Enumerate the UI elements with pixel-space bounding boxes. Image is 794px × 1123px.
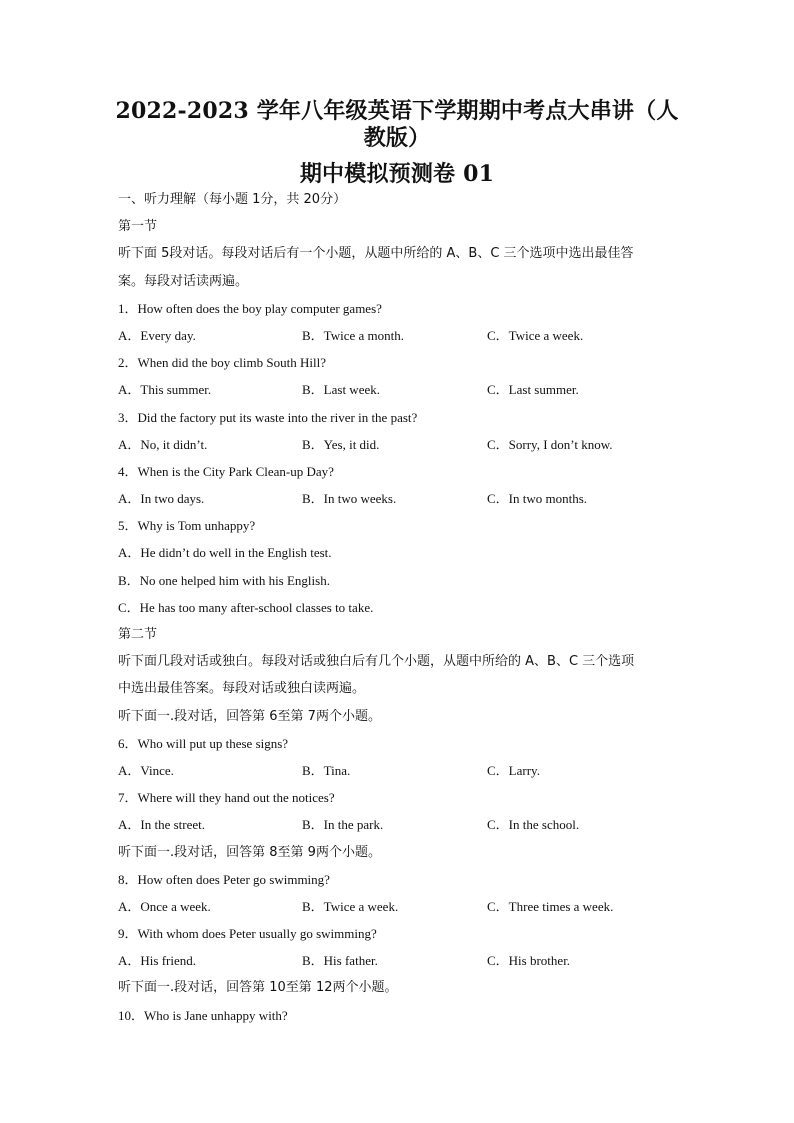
question-6: 6．Who will put up these signs? [118, 735, 289, 751]
option-c: C．In two months. [487, 491, 588, 507]
question-6-options [118, 757, 678, 784]
question-9-options [118, 947, 678, 974]
part1-instructions-line1: 听下面 5段对话。每段对话后有一个小题，从题中所给的 A、B、C 三个选项中选出最佳答 [118, 246, 634, 262]
option-b: B．Twice a month. [302, 327, 404, 343]
option-a: A．In the street. [118, 817, 206, 833]
question-3-options [118, 431, 678, 458]
question-7: 7．Where will they hand out the notices? [118, 790, 335, 806]
question-5: 5．Why is Tom unhappy? [118, 518, 256, 534]
option-a: A．Vince. [118, 762, 174, 778]
option-a: A．His friend. [118, 953, 196, 969]
exam-title-line1: 2022-2023 学年八年级英语下学期期中考点大串讲（人 [115, 98, 679, 124]
option-a: A．No, it didn’t. [118, 436, 208, 452]
part1-label: 第一节 [118, 219, 158, 235]
question-8-options [118, 893, 678, 920]
option-a: A．Once a week. [118, 898, 211, 914]
option-b: B．His father. [302, 953, 378, 969]
question-4-options [118, 485, 678, 512]
dialogue-note-10-12: 听下面一.段对话，回答第 10至第 12两个小题。 [118, 980, 398, 996]
option-b: B．In two weeks. [302, 491, 397, 507]
question-7-options [118, 811, 678, 838]
option-c: C．Sorry, I don’t know. [487, 436, 613, 452]
option-b: B．Twice a week. [302, 898, 399, 914]
dialogue-note-8-9: 听下面一.段对话，回答第 8至第 9两个小题。 [118, 844, 381, 860]
part2-label: 第二节 [118, 627, 158, 642]
question-2-options [118, 376, 678, 403]
option-c: C．Larry. [487, 762, 540, 778]
question-1-options [118, 322, 678, 349]
listening-section [118, 186, 678, 1029]
question-9: 9．With whom does Peter usually go swimming? [118, 926, 377, 942]
exam-title-line2: 教版） [363, 125, 431, 151]
option-b: B．Tina. [302, 762, 351, 778]
option-b: B．In the park. [302, 817, 384, 833]
exam-title [112, 98, 682, 152]
section-heading: 一、听力理解（每小题 1分，共 20分） [118, 192, 347, 207]
option-a: A．In two days. [118, 491, 205, 507]
option-b: B．Yes, it did. [302, 436, 380, 452]
option-c: C．Last summer. [487, 382, 579, 398]
option-a: A．Every day. [118, 327, 196, 343]
question-8: 8．How often does Peter go swimming? [118, 871, 330, 887]
option-c: C．Twice a week. [487, 327, 584, 343]
part1-instructions-line2: 案。每段对话读两遍。 [118, 273, 249, 289]
question-5-option-a: A．He didn’t do well in the English test. [118, 545, 332, 561]
part2-instructions-line2: 中选出最佳答案。每段对话或独白读两遍。 [118, 681, 366, 697]
question-4: 4．When is the City Park Clean-up Day? [118, 463, 334, 479]
question-3: 3．Did the factory put its waste into the river in the past? [118, 409, 418, 425]
option-b: B．Last week. [302, 382, 380, 398]
option-c: C．Three times a week. [487, 898, 614, 914]
dialogue-note-6-7: 听下面一.段对话，回答第 6至第 7两个小题。 [118, 708, 381, 724]
question-10: 10．Who is Jane unhappy with? [118, 1007, 288, 1023]
question-5-option-c: C．He has too many after-school classes to take. [118, 599, 374, 615]
part2-instructions-line1: 听下面几段对话或独白。每段对话或独白后有几个小题，从题中所给的 A、B、C 三个选项 [118, 654, 635, 670]
question-1: 1．How often does the boy play computer games? [118, 300, 382, 316]
question-2: 2．When did the boy climb South Hill? [118, 355, 326, 371]
exam-subtitle: 期中模拟预测卷 01 [299, 161, 495, 187]
option-c: C．In the school. [487, 817, 580, 833]
question-5-option-b: B．No one helped him with his English. [118, 572, 330, 588]
option-a: A．This summer. [118, 382, 212, 398]
option-c: C．His brother. [487, 953, 571, 969]
